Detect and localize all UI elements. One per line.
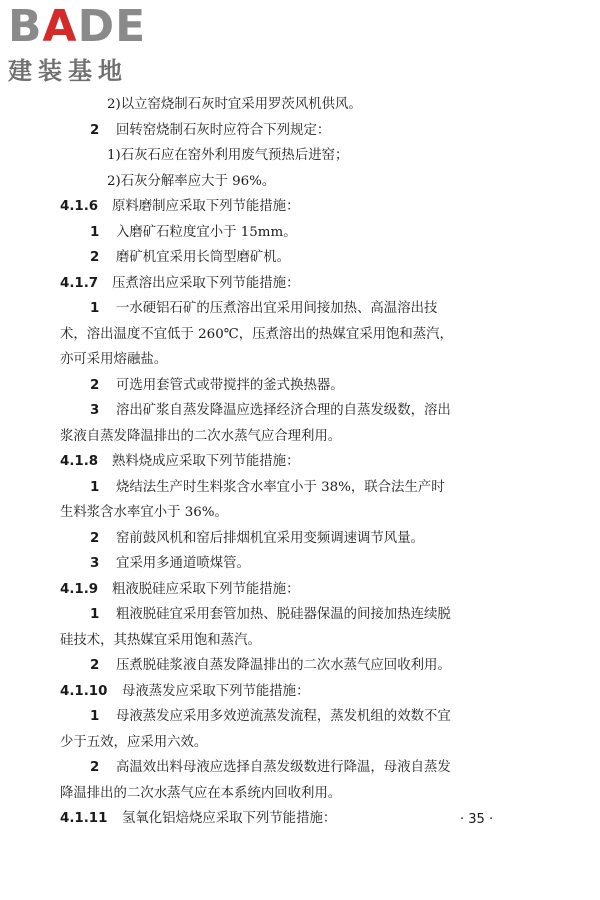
clause-item — [60, 704, 540, 730]
section-heading — [60, 577, 540, 603]
section-title: 熟料烧成应采取下列节能措施： — [112, 454, 300, 469]
section-heading — [60, 679, 540, 705]
clause-item — [60, 755, 540, 781]
logo-subtitle: 建装基地 — [8, 57, 128, 85]
clause-number: 2 — [90, 530, 100, 546]
section-title: 压煮溶出应采取下列节能措施： — [112, 275, 300, 291]
page-number: · 35 · — [460, 812, 494, 827]
section-number: 4.1.8 — [60, 454, 99, 469]
section-heading — [60, 449, 540, 475]
clause-text: 磨矿机宜采用长筒型磨矿机。 — [116, 250, 291, 265]
section-number: 4.1.11 — [60, 811, 108, 826]
clause-item — [60, 373, 540, 399]
clause-number: 1 — [90, 301, 100, 316]
clause-item — [60, 602, 540, 628]
sub-item: 2)以立窑烧制石灰时宜采用罗茨风机供风。 — [107, 97, 362, 112]
clause-number: 3 — [90, 556, 100, 571]
section-number: 4.1.9 — [60, 581, 99, 597]
clause-number: 2 — [90, 658, 100, 673]
clause-item — [60, 220, 540, 246]
section-heading — [60, 194, 540, 220]
continuation-line: 亦可采用熔融盐。 — [60, 352, 168, 367]
sub-item: 2)石灰分解率应大于 96%。 — [107, 173, 276, 189]
document-body — [60, 92, 540, 832]
clause-number: 1 — [90, 479, 100, 495]
clause-text: 回转窑烧制石灰时应符合下列规定： — [116, 122, 331, 138]
sub-item: 1)石灰石应在窑外利用废气预热后进窑； — [107, 148, 349, 163]
clause-number: 1 — [90, 224, 100, 240]
clause-text: 母液蒸发应采用多效逆流蒸发流程，蒸发机组的效数不宜 — [116, 709, 451, 724]
clause-text: 粗液脱硅宜采用套管加热、脱硅器保温的间接加热连续脱 — [116, 607, 451, 622]
section-number: 4.1.10 — [60, 683, 108, 699]
continuation-line: 少于五效，应采用六效。 — [60, 734, 208, 750]
section-title: 母液蒸发应采取下列节能措施： — [122, 683, 310, 699]
clause-text: 高温效出料母液应选择自蒸发级数进行降温，母液自蒸发 — [116, 760, 451, 775]
clause-text: 一水硬铝石矿的压煮溶出宜采用间接加热、高温溶出技 — [116, 301, 438, 316]
clause-text: 入磨矿石粒度宜小于 15mm。 — [116, 224, 297, 240]
clause-item — [60, 526, 540, 552]
clause-text: 溶出矿浆自蒸发降温应选择经济合理的自蒸发级数，溶出 — [116, 403, 451, 418]
clause-number: 2 — [90, 760, 100, 775]
clause-number: 1 — [90, 709, 100, 724]
clause-text: 窑前鼓风机和窑后排烟机宜采用变频调速调节风量。 — [116, 530, 424, 546]
clause-number: 2 — [90, 122, 100, 138]
clause-text: 烧结法生产时生料浆含水率宜小于 38%，联合法生产时 — [116, 479, 445, 495]
clause-item — [60, 475, 540, 501]
clause-item — [60, 551, 540, 577]
section-number: 4.1.7 — [60, 275, 99, 291]
clause-number: 2 — [90, 377, 100, 393]
clause-text: 宜采用多通道喷煤管。 — [116, 556, 250, 571]
continuation-line: 浆液自蒸发降温排出的二次水蒸气应合理利用。 — [60, 428, 342, 444]
clause-number: 2 — [90, 250, 100, 265]
clause-text: 可选用套管式或带搅拌的釜式换热器。 — [116, 377, 344, 393]
clause-number: 3 — [90, 403, 100, 418]
section-number: 4.1.6 — [60, 199, 99, 214]
bade-logo — [8, 1, 178, 90]
clause-text: 压煮脱硅浆液自蒸发降温排出的二次水蒸气应回收利用。 — [116, 658, 451, 673]
clause-item — [60, 245, 540, 271]
section-title: 氢氧化铝焙烧应采取下列节能措施： — [122, 811, 337, 826]
section-heading — [60, 271, 540, 297]
clause-item — [60, 118, 540, 144]
clause-item — [60, 296, 540, 322]
continuation-line: 术，溶出温度不宜低于 260℃，压煮溶出的热媒宜采用饱和蒸汽， — [60, 326, 453, 342]
clause-number: 1 — [90, 607, 100, 622]
logo-wordmark: BADE — [8, 1, 147, 52]
section-title: 粗液脱硅应采取下列节能措施： — [112, 581, 300, 597]
clause-item — [60, 398, 540, 424]
section-title: 原料磨制应采取下列节能措施： — [112, 199, 300, 214]
continuation-line: 降温排出的二次水蒸气应在本系统内回收利用。 — [60, 785, 342, 801]
clause-item — [60, 653, 540, 679]
continuation-line: 硅技术，其热媒宜采用饱和蒸汽。 — [60, 632, 261, 648]
continuation-line: 生料浆含水率宜小于 36%。 — [60, 505, 228, 520]
